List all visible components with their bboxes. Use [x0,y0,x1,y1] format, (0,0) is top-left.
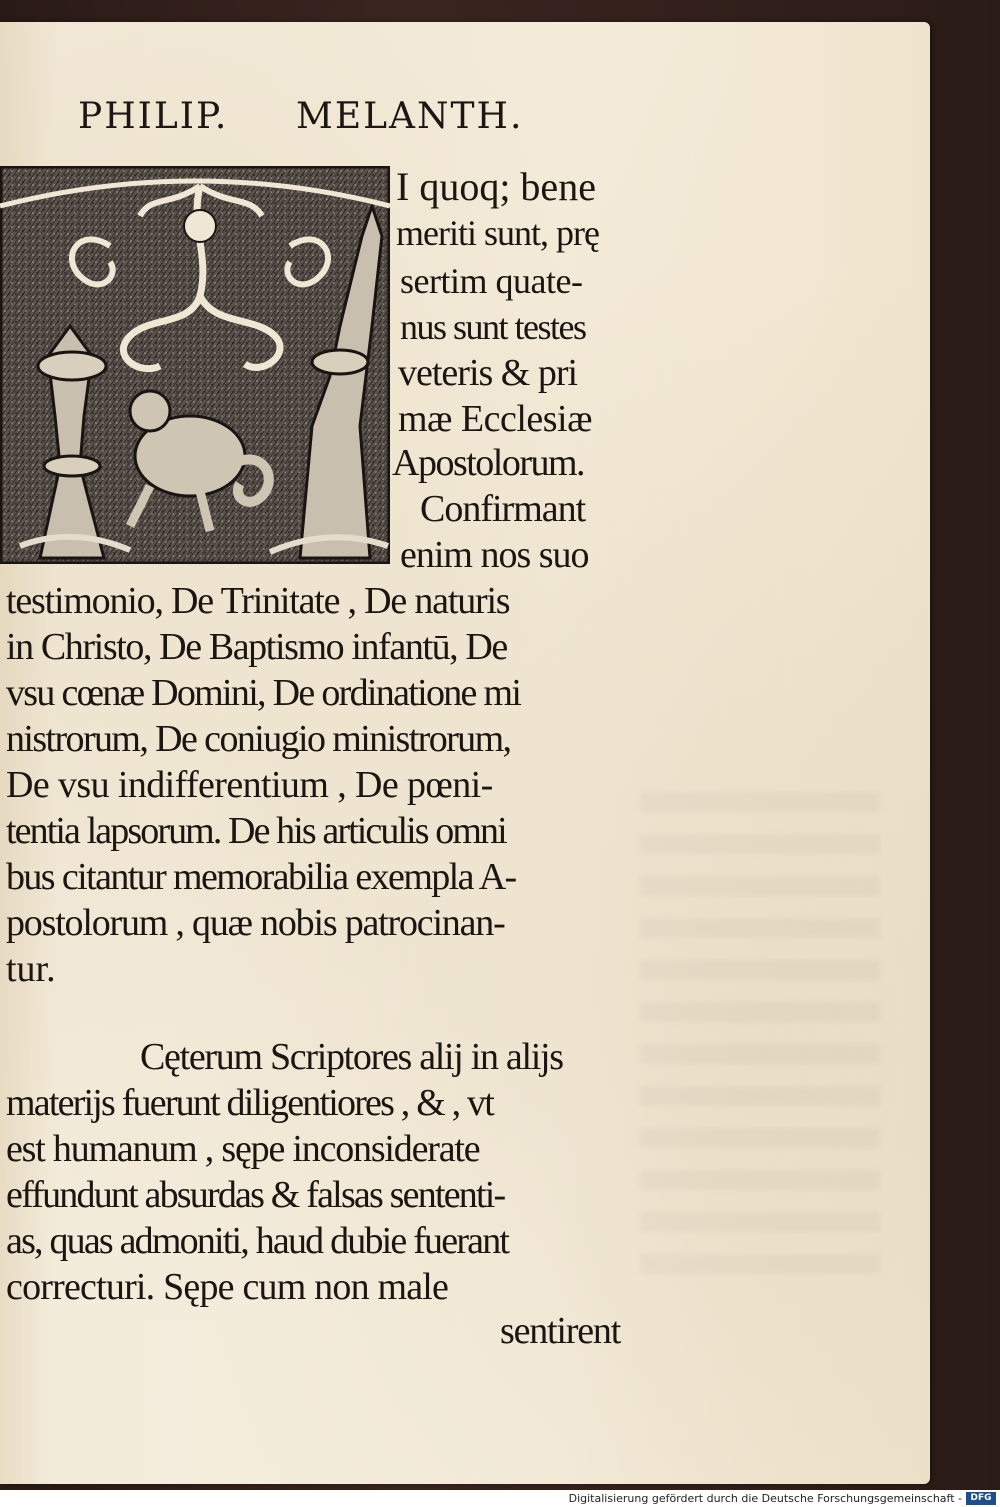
running-head-right: MELANTH. [296,96,524,137]
text-line: as, quas admoniti, haud dubie fuerant [6,1220,509,1262]
text-line: vsu cœnæ Domini, De ordinatione mi [6,672,521,714]
text-line: in Christo, De Baptismo infantū, De [6,626,507,668]
ornamental-woodcut-initial-icon [0,166,390,564]
text-line: enim nos suo [400,534,589,576]
text-line: I quoq; bene [396,164,596,209]
footer-credit: Digitalisierung gefördert durch die Deutsche Forschungsgemeinschaft - [568,1492,962,1505]
text-line: Cęterum Scriptores alij in alijs [140,1036,563,1078]
text-line: meriti sunt, prę [396,213,599,253]
decorated-initial [0,166,390,564]
text-line: nistrorum, De coniugio ministrorum, [6,718,511,760]
text-line: bus citantur memorabilia exempla A- [6,856,516,898]
text-line: effundunt absurdas & falsas sententi- [6,1174,505,1216]
catchword: sentirent [500,1310,621,1352]
text-line: correcturi. Sępe cum non male [6,1266,449,1308]
text-line: materijs fuerunt diligentiores , & , vt [6,1082,494,1124]
text-line: tentia lapsorum. De his articulis omni [6,810,506,852]
text-line: testimonio, De Trinitate , De naturis [6,580,510,622]
text-line: sertim quate- [400,261,583,301]
text-line: veteris & pri [398,352,578,394]
text-line: Confirmant [420,488,586,530]
running-head [78,96,598,156]
dfg-logo-icon: DFG [966,1492,996,1505]
text-line: postolorum , quæ nobis patrocinan- [6,902,505,944]
show-through-text [640,792,880,1292]
text-line: tur. [6,948,56,990]
text-line: est humanum , sępe inconsiderate [6,1128,480,1170]
running-head-left: PHILIP. [78,96,229,137]
text-line: nus sunt testes [400,307,586,347]
text-line: Apostolorum. [392,442,585,484]
text-line: De vsu indifferentium , De pœni- [6,764,493,806]
text-line: mæ Ecclesiæ [398,398,592,440]
